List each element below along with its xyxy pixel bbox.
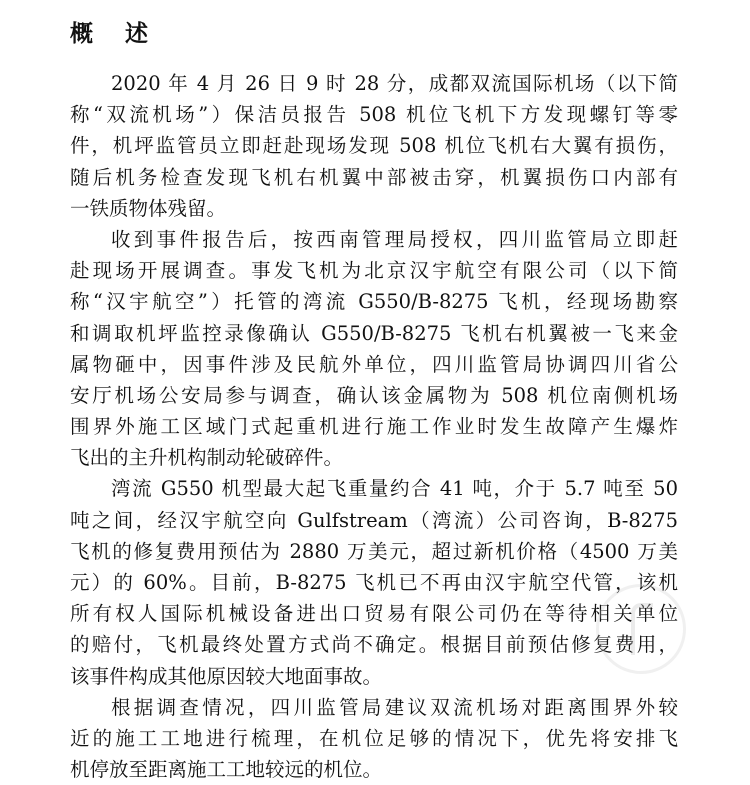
paragraph-3-line-7: 该事件构成其他原因较大地面事故。 bbox=[70, 664, 383, 688]
paragraph-2-line-5: 属物砸中，因事件涉及民航外单位，四川监管局协调四川省公 bbox=[70, 352, 678, 376]
paragraph-1-line-1: 2020 年 4 月 26 日 9 时 28 分，成都双流国际机场（以下简 bbox=[111, 72, 678, 95]
paragraph-3-line-4: 元）的 60%。目前，B-8275 飞机已不再由汉宇航空代管，该机 bbox=[70, 571, 678, 594]
paragraph-4-line-3: 机停放至距离施工工地较远的机位。 bbox=[70, 758, 383, 782]
paragraph-1-line-3: 件，机坪监管员立即赶赴现场发现 508 机位飞机右大翼有损伤， bbox=[70, 134, 678, 158]
paragraph-3-line-2: 吨之间，经汉宇航空向 Gulfstream（湾流）公司咨询，B-8275 bbox=[70, 508, 678, 532]
paragraph-3-line-1: 湾流 G550 机型最大起飞重量约合 41 吨，介于 5.7 吨至 50 bbox=[111, 477, 678, 501]
paragraph-2-line-3: 称“汉宇航空”）托管的湾流 G550/B-8275 飞机，经现场勘察 bbox=[70, 290, 678, 314]
paragraph-2-line-4: 和调取机坪监控录像确认 G550/B-8275 飞机右机翼被一飞来金 bbox=[70, 321, 678, 345]
paragraph-2-line-1: 收到事件报告后，按西南管理局授权，四川监管局立即赶 bbox=[111, 227, 678, 251]
paragraph-1-line-5: 一铁质物体残留。 bbox=[70, 196, 227, 220]
section-title: 概 述 bbox=[70, 21, 161, 47]
paragraph-4-line-2: 近的施工工地进行梳理，在机位足够的情况下，优先将安排飞 bbox=[70, 726, 678, 750]
paragraph-2-line-8: 飞出的主升机构制动轮破碎件。 bbox=[70, 446, 344, 470]
paragraph-2-line-2: 赴现场开展调查。事发飞机为北京汉宇航空有限公司（以下简 bbox=[70, 259, 678, 283]
paragraph-1-line-2: 称“双流机场”）保洁员报告 508 机位飞机下方发现螺钉等零 bbox=[70, 103, 678, 127]
paragraph-2-line-6: 安厅机场公安局参与调查，确认该金属物为 508 机位南侧机场 bbox=[70, 383, 678, 407]
paragraph-3-line-3: 飞机的修复费用预估为 2880 万美元，超过新机价格（4500 万美 bbox=[70, 539, 678, 563]
body-text bbox=[70, 68, 678, 785]
paragraph-3-line-5: 所有权人国际机械设备进出口贸易有限公司仍在等待相关单位 bbox=[70, 602, 678, 626]
paragraph-4-line-1: 根据调查情况，四川监管局建议双流机场对距离围界外较 bbox=[111, 695, 678, 719]
watermark-logo bbox=[596, 584, 686, 674]
paragraph-2-line-7: 围界外施工区域门式起重机进行施工作业时发生故障产生爆炸 bbox=[70, 415, 678, 439]
paragraph-3-line-6: 的赔付，飞机最终处置方式尚不确定。根据目前预估修复费用， bbox=[70, 633, 678, 657]
paragraph-1-line-4: 随后机务检查发现飞机右机翼中部被击穿，机翼损伤口内部有 bbox=[70, 165, 678, 189]
